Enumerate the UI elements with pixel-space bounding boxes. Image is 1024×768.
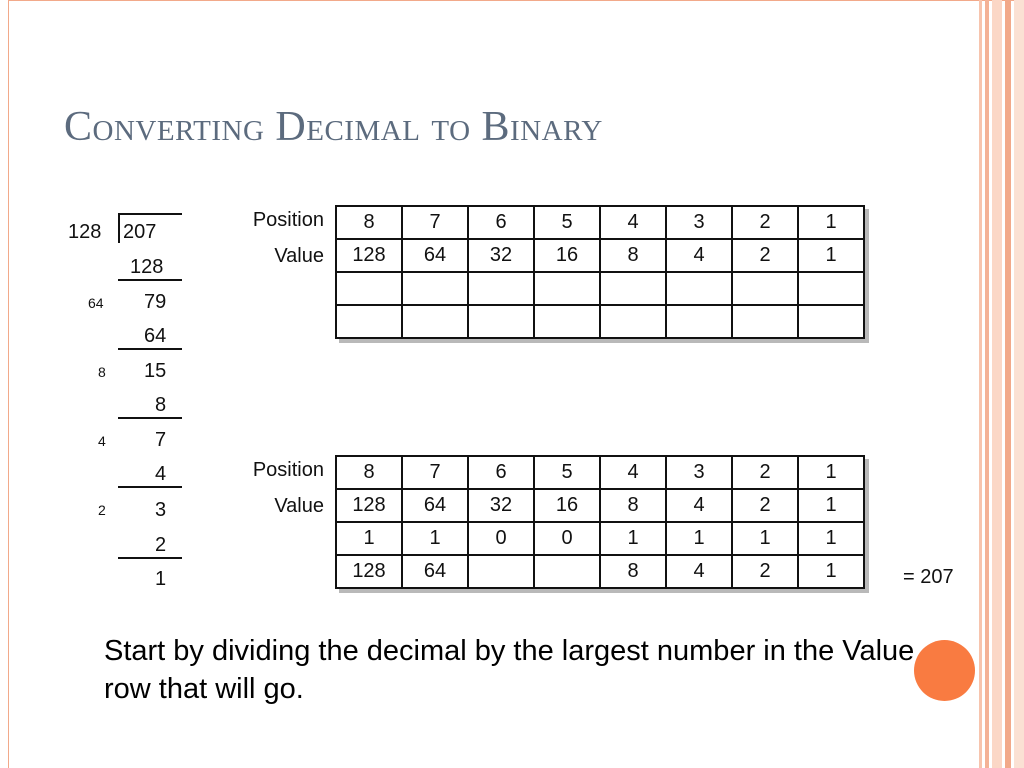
long-division <box>60 205 200 595</box>
table-cell: 7 <box>402 206 468 239</box>
value-label: Value <box>274 495 324 517</box>
table-cell: 1 <box>798 489 864 522</box>
remainder-value: 3 <box>155 499 167 521</box>
table-cell: 128 <box>336 555 402 588</box>
table-cell: 1 <box>798 456 864 489</box>
table-cell: 2 <box>732 239 798 272</box>
step-quotient: 8 <box>98 364 106 380</box>
subtract-value: 2 <box>155 534 167 556</box>
table-cell: 1 <box>798 239 864 272</box>
table-cell <box>402 272 468 305</box>
table-cell: 1 <box>732 522 798 555</box>
division-bracket <box>118 213 120 243</box>
subtraction-rule <box>118 557 182 559</box>
table-cell <box>534 272 600 305</box>
table-cell: 8 <box>336 456 402 489</box>
value-row <box>336 489 864 522</box>
position-row <box>336 206 864 239</box>
slide-frame-top <box>8 0 1024 1</box>
subtract-value: 4 <box>155 463 167 485</box>
slide-frame-stripes <box>979 0 1024 768</box>
slide-title: Converting Decimal to Binary <box>64 104 603 150</box>
table-cell: 6 <box>468 206 534 239</box>
table-cell: 5 <box>534 206 600 239</box>
table-cell: 64 <box>402 489 468 522</box>
bits-row <box>336 522 864 555</box>
table-cell: 6 <box>468 456 534 489</box>
table-cell: 4 <box>600 456 666 489</box>
table-cell: 8 <box>600 555 666 588</box>
table-cell: 1 <box>600 522 666 555</box>
table-cell <box>534 305 600 338</box>
table-cell: 7 <box>402 456 468 489</box>
dividend: 207 <box>123 221 157 243</box>
subtraction-rule <box>118 486 182 488</box>
table-cell: 2 <box>732 206 798 239</box>
table-cell <box>534 555 600 588</box>
table-cell: 1 <box>402 522 468 555</box>
sum-result: = 207 <box>903 566 954 588</box>
table-cell: 8 <box>336 206 402 239</box>
table-cell: 2 <box>732 456 798 489</box>
table-cell <box>798 305 864 338</box>
remainder-value: 79 <box>144 291 167 313</box>
subtract-value: 64 <box>144 325 167 347</box>
slide-frame-left <box>8 0 9 768</box>
table-cell <box>798 272 864 305</box>
empty-row <box>336 305 864 338</box>
table-cell: 4 <box>666 555 732 588</box>
table-cell: 128 <box>336 239 402 272</box>
remainder-value: 1 <box>155 568 167 590</box>
table-cell: 64 <box>402 555 468 588</box>
table-cell: 4 <box>600 206 666 239</box>
step-quotient: 64 <box>88 295 104 311</box>
subtract-value: 8 <box>155 394 167 416</box>
position-label: Position <box>252 209 324 231</box>
table-cell: 32 <box>468 239 534 272</box>
division-bar <box>120 213 182 215</box>
table-cell: 64 <box>402 239 468 272</box>
subtraction-rule <box>118 417 182 419</box>
table-cell <box>600 305 666 338</box>
table-cell: 5 <box>534 456 600 489</box>
position-label: Position <box>252 459 324 481</box>
table-cell <box>666 272 732 305</box>
value-row <box>336 239 864 272</box>
table-cell <box>336 305 402 338</box>
table-cell: 2 <box>732 489 798 522</box>
subtract-value: 128 <box>130 256 164 278</box>
divisor: 128 <box>68 221 102 243</box>
table-cell: 4 <box>666 239 732 272</box>
table-cell: 8 <box>600 489 666 522</box>
subtraction-rule <box>118 348 182 350</box>
table-cell: 1 <box>798 555 864 588</box>
table-cell: 0 <box>468 522 534 555</box>
table-cell: 4 <box>666 489 732 522</box>
table-cell <box>732 272 798 305</box>
table-cell: 32 <box>468 489 534 522</box>
value-label: Value <box>274 245 324 267</box>
subtraction-rule <box>118 279 182 281</box>
table-cell <box>336 272 402 305</box>
table-cell <box>732 305 798 338</box>
table-cell: 1 <box>336 522 402 555</box>
table-cell: 8 <box>600 239 666 272</box>
caption-text: Start by dividing the decimal by the largest number in the Value row that will go. <box>104 635 915 705</box>
table-cell: 1 <box>798 522 864 555</box>
table-cell: 16 <box>534 489 600 522</box>
table-cell <box>468 555 534 588</box>
step-quotient: 4 <box>98 433 106 449</box>
step-quotient: 2 <box>98 502 106 518</box>
table-cell <box>600 272 666 305</box>
table-cell <box>666 305 732 338</box>
table-cell: 1 <box>798 206 864 239</box>
table-cell: 1 <box>666 522 732 555</box>
table-cell <box>468 272 534 305</box>
orange-circle-bullet <box>914 640 975 701</box>
table-cell: 16 <box>534 239 600 272</box>
table-cell: 3 <box>666 206 732 239</box>
remainder-value: 15 <box>144 360 167 382</box>
remainder-value: 7 <box>155 429 167 451</box>
binary-table-bottom <box>335 455 865 589</box>
table-cell <box>402 305 468 338</box>
products-row <box>336 555 864 588</box>
table-cell: 0 <box>534 522 600 555</box>
table-cell: 3 <box>666 456 732 489</box>
position-row <box>336 456 864 489</box>
binary-table-top <box>335 205 865 339</box>
table-cell: 2 <box>732 555 798 588</box>
table-cell <box>468 305 534 338</box>
empty-row <box>336 272 864 305</box>
table-cell: 128 <box>336 489 402 522</box>
